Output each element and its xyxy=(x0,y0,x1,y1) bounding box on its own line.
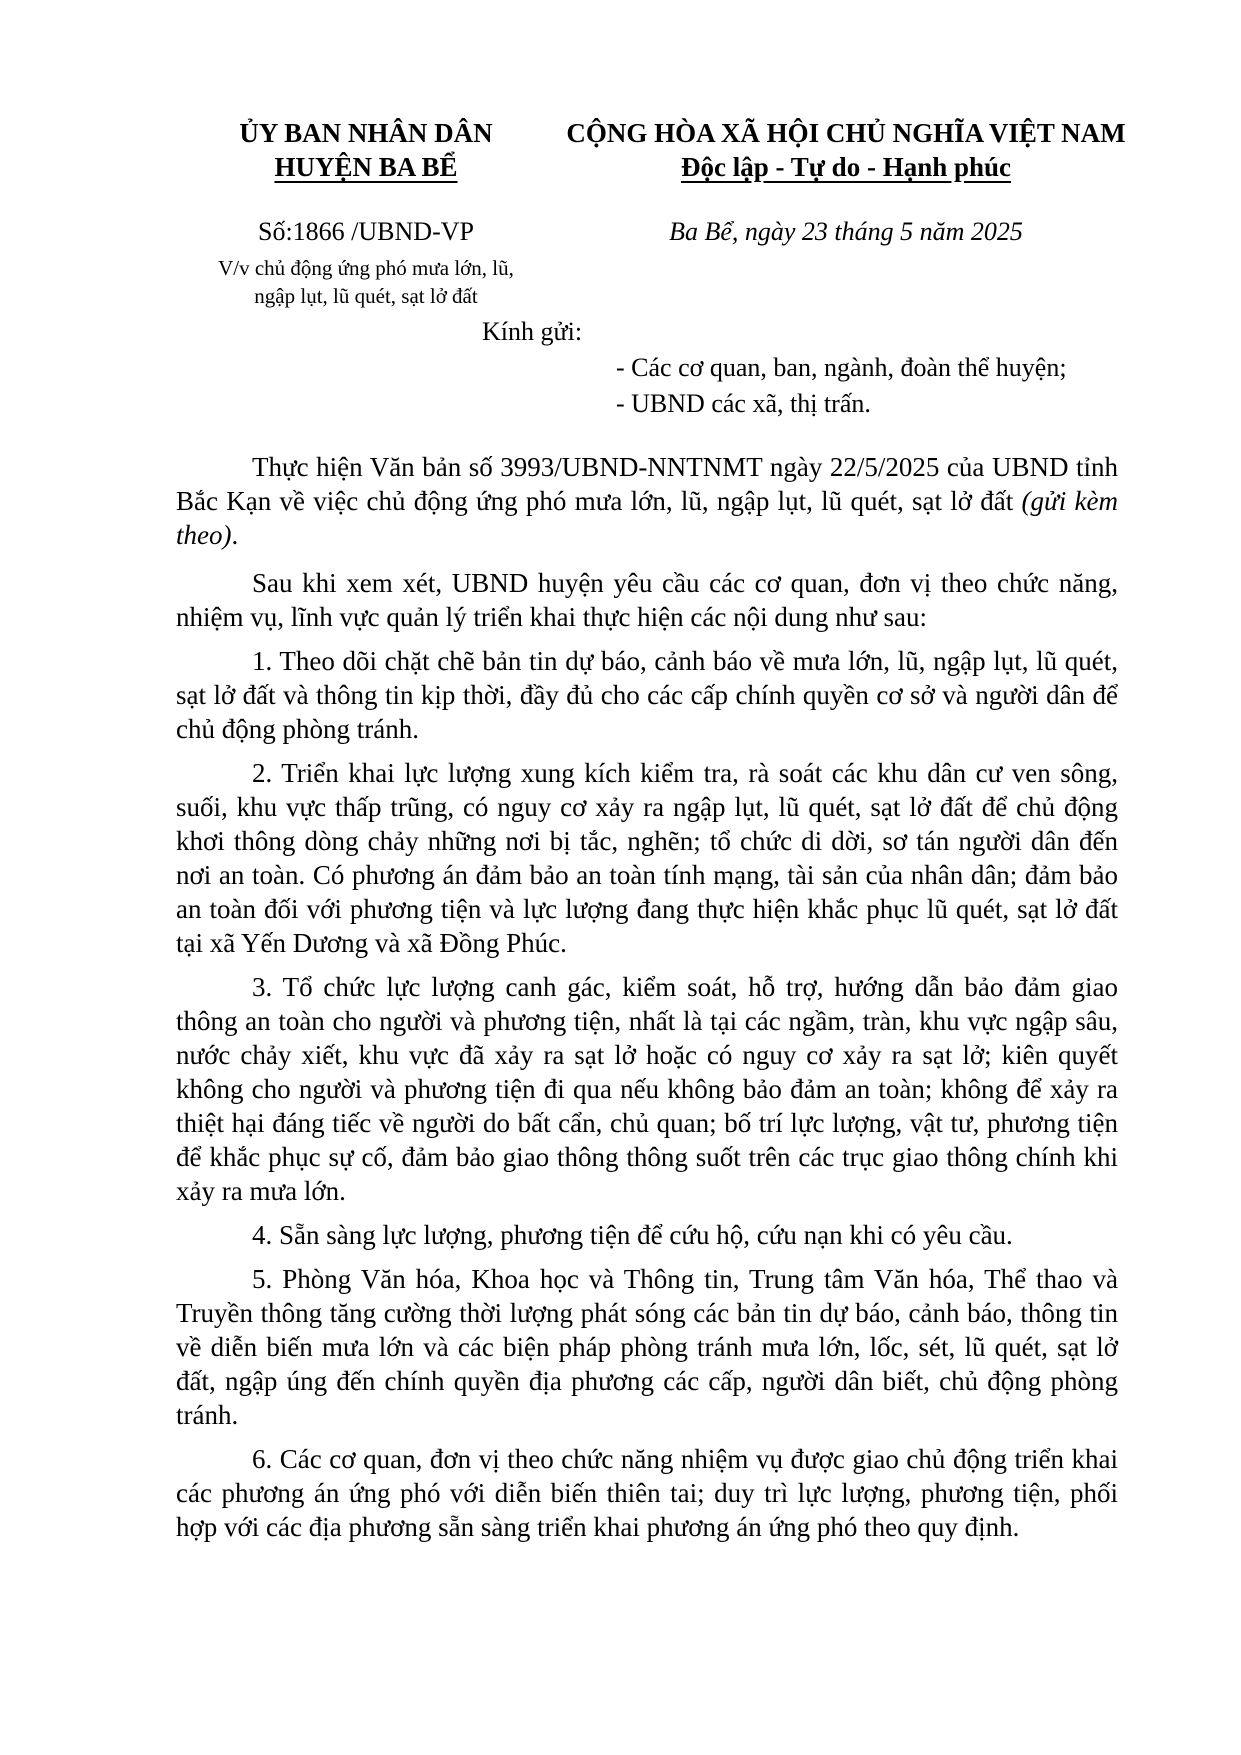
document-body xyxy=(176,450,1118,1554)
country-name: CỘNG HÒA XÃ HỘI CHỦ NGHĨA VIỆT NAM xyxy=(566,118,1126,148)
recipient-item: - Các cơ quan, ban, ngành, đoàn thể huyện; xyxy=(616,353,1067,382)
task-item-5: 5. Phòng Văn hóa, Khoa học và Thông tin, Trung tâm Văn hóa, Thể thao và Truyền thông tăng cường thời lượng phát sóng các bản tin dự báo, cảnh báo, thông tin về diễn biến mưa lớn và các biện pháp phòng tránh mưa lớn, lốc, sét, lũ quét, sạt lở đất, ngập úng đến chính quyền địa phương các cấp, người dân biết, chủ động phòng tránh. xyxy=(176,1264,1118,1430)
agency-name: ỦY BAN NHÂN DÂN xyxy=(239,118,493,148)
intro-note: (gửi kèm theo) xyxy=(176,486,1119,550)
task-item-6: 6. Các cơ quan, đơn vị theo chức năng nhiệm vụ được giao chủ động triển khai các phương án ứng phó với diễn biến thiên tai; duy trì lực lượng, phương tiện, phối hợp với các địa phương sẵn sàng triển khai phương án ứng phó theo quy định. xyxy=(176,1444,1118,1542)
task-item-2: 2. Triển khai lực lượng xung kích kiểm tra, rà soát các khu dân cư ven sông, suối, khu vực thấp trũng, có nguy cơ xảy ra ngập lụt, lũ quét, sạt lở đất để chủ động khơi thông dòng chảy những nơi bị tắc, nghẽn; tổ chức di dời, sơ tán người dân đến nơi an toàn. Có phương án đảm bảo an toàn tính mạng, tài sản của nhân dân; đảm bảo an toàn đối với phương tiện và lực lượng đang thực hiện khắc phục lũ quét, sạt lở đất tại xã Yến Dương và xã Đồng Phúc. xyxy=(176,758,1118,958)
intro-text: Thực hiện Văn bản số 3993/UBND-NNTNMT ngày 22/5/2025 của UBND tỉnh Bắc Kạn về việc chủ động ứng phó mưa lớn, lũ, ngập lụt, lũ quét, sạt lở đất xyxy=(176,452,1118,516)
subject-line-2: ngập lụt, lũ quét, sạt lở đất xyxy=(254,284,478,308)
recipients-label: Kính gửi: xyxy=(482,317,583,346)
subject-line-1: V/v chủ động ứng phó mưa lớn, lũ, xyxy=(218,256,514,280)
recipients-list xyxy=(616,350,1067,422)
task-item-1: 1. Theo dõi chặt chẽ bản tin dự báo, cảnh báo về mưa lớn, lũ, ngập lụt, lũ quét, sạt lở đất và thông tin kịp thời, đầy đủ cho các cấp chính quyền cơ sở và người dân để chủ động phòng tránh. xyxy=(176,646,1118,744)
task-item-4: 4. Sẵn sàng lực lượng, phương tiện để cứu hộ, cứu nạn khi có yêu cầu. xyxy=(252,1220,1013,1250)
national-motto: Độc lập - Tự do - Hạnh phúc xyxy=(680,152,1012,182)
recipient-item: - UBND các xã, thị trấn. xyxy=(616,389,871,418)
issuing-agency-block xyxy=(176,116,556,184)
task-item-3: 3. Tổ chức lực lượng canh gác, kiểm soát, hỗ trợ, hướng dẫn bảo đảm giao thông an toàn cho người và phương tiện, nhất là tại các ngầm, tràn, khu vực ngập sâu, nước chảy xiết, khu vực đã xảy ra sạt lở hoặc có nguy cơ xảy ra sạt lở; kiên quyết không cho người và phương tiện đi qua nếu không bảo đảm an toàn; không để xảy ra thiệt hại đáng tiếc về người do bất cẩn, chủ quan; bố trí lực lượng, vật tư, phương tiện để khắc phục sự cố, đảm bảo giao thông thông suốt trên các trục giao thông chính khi xảy ra mưa lớn. xyxy=(176,972,1118,1206)
agency-district: HUYỆN BA BỂ xyxy=(274,152,458,182)
document-number: Số:1866 /UBND-VP xyxy=(258,217,474,246)
request-paragraph: Sau khi xem xét, UBND huyện yêu cầu các cơ quan, đơn vị theo chức năng, nhiệm vụ, lĩnh vực quản lý triển khai thực hiện các nội dung như sau: xyxy=(176,568,1118,632)
national-motto-block xyxy=(556,116,1136,184)
intro-end: . xyxy=(231,520,239,550)
document-subject xyxy=(176,254,556,310)
place-and-date: Ba Bể, ngày 23 tháng 5 năm 2025 xyxy=(669,217,1023,246)
intro-paragraph xyxy=(176,450,1118,552)
